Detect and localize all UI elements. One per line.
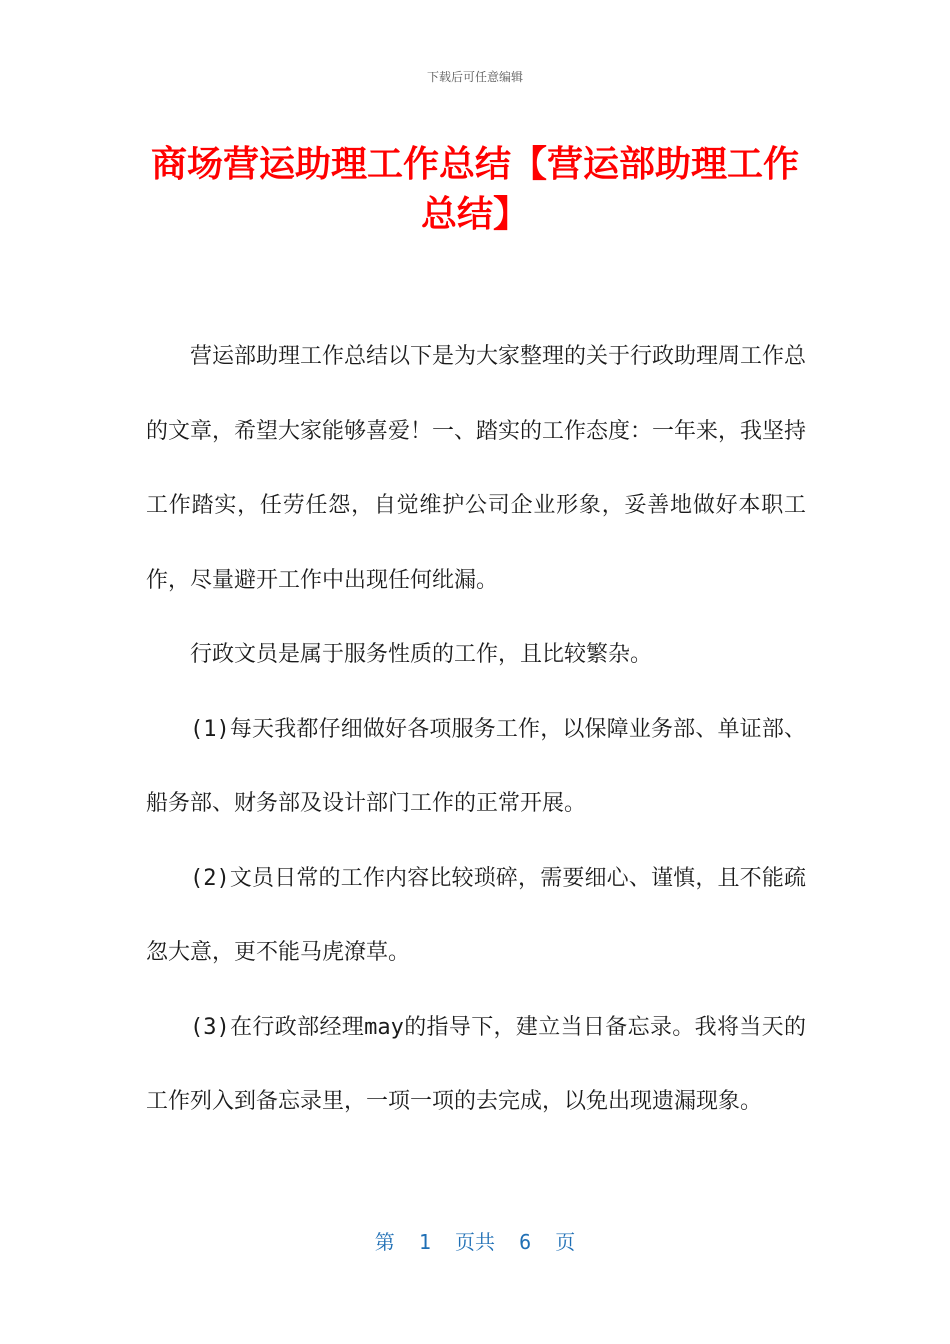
document-body [146, 320, 806, 1140]
paragraph: (3)在行政部经理may的指导下，建立当日备忘录。我将当天的工作列入到备忘录里，一项一项的去完成，以免出现遗漏现象。 [146, 1014, 806, 1114]
paragraph: (2)文员日常的工作内容比较琐碎，需要细心、谨慎，且不能疏忽大意，更不能马虎潦草。 [146, 865, 806, 965]
header-note: 下载后可任意编辑 [426, 70, 523, 84]
document-title: 商场营运助理工作总结【营运部助理工作总结】 [150, 144, 799, 235]
page-number-footer: 第 1 页共 6 页 [374, 1230, 576, 1254]
paragraph: (1)每天我都仔细做好各项服务工作，以保障业务部、单证部、船务部、财务部及设计部门工作的正常开展。 [146, 716, 806, 816]
paragraph: 行政文员是属于服务性质的工作，且比较繁杂。 [190, 642, 653, 667]
paragraph: 营运部助理工作总结以下是为大家整理的关于行政助理周工作总的文章，希望大家能够喜爱！一、踏实的工作态度：一年来，我坚持工作踏实，任劳任怨，自觉维护公司企业形象，妥善地做好本职工作，尽量避开工作中出现任何纰漏。 [146, 344, 807, 593]
